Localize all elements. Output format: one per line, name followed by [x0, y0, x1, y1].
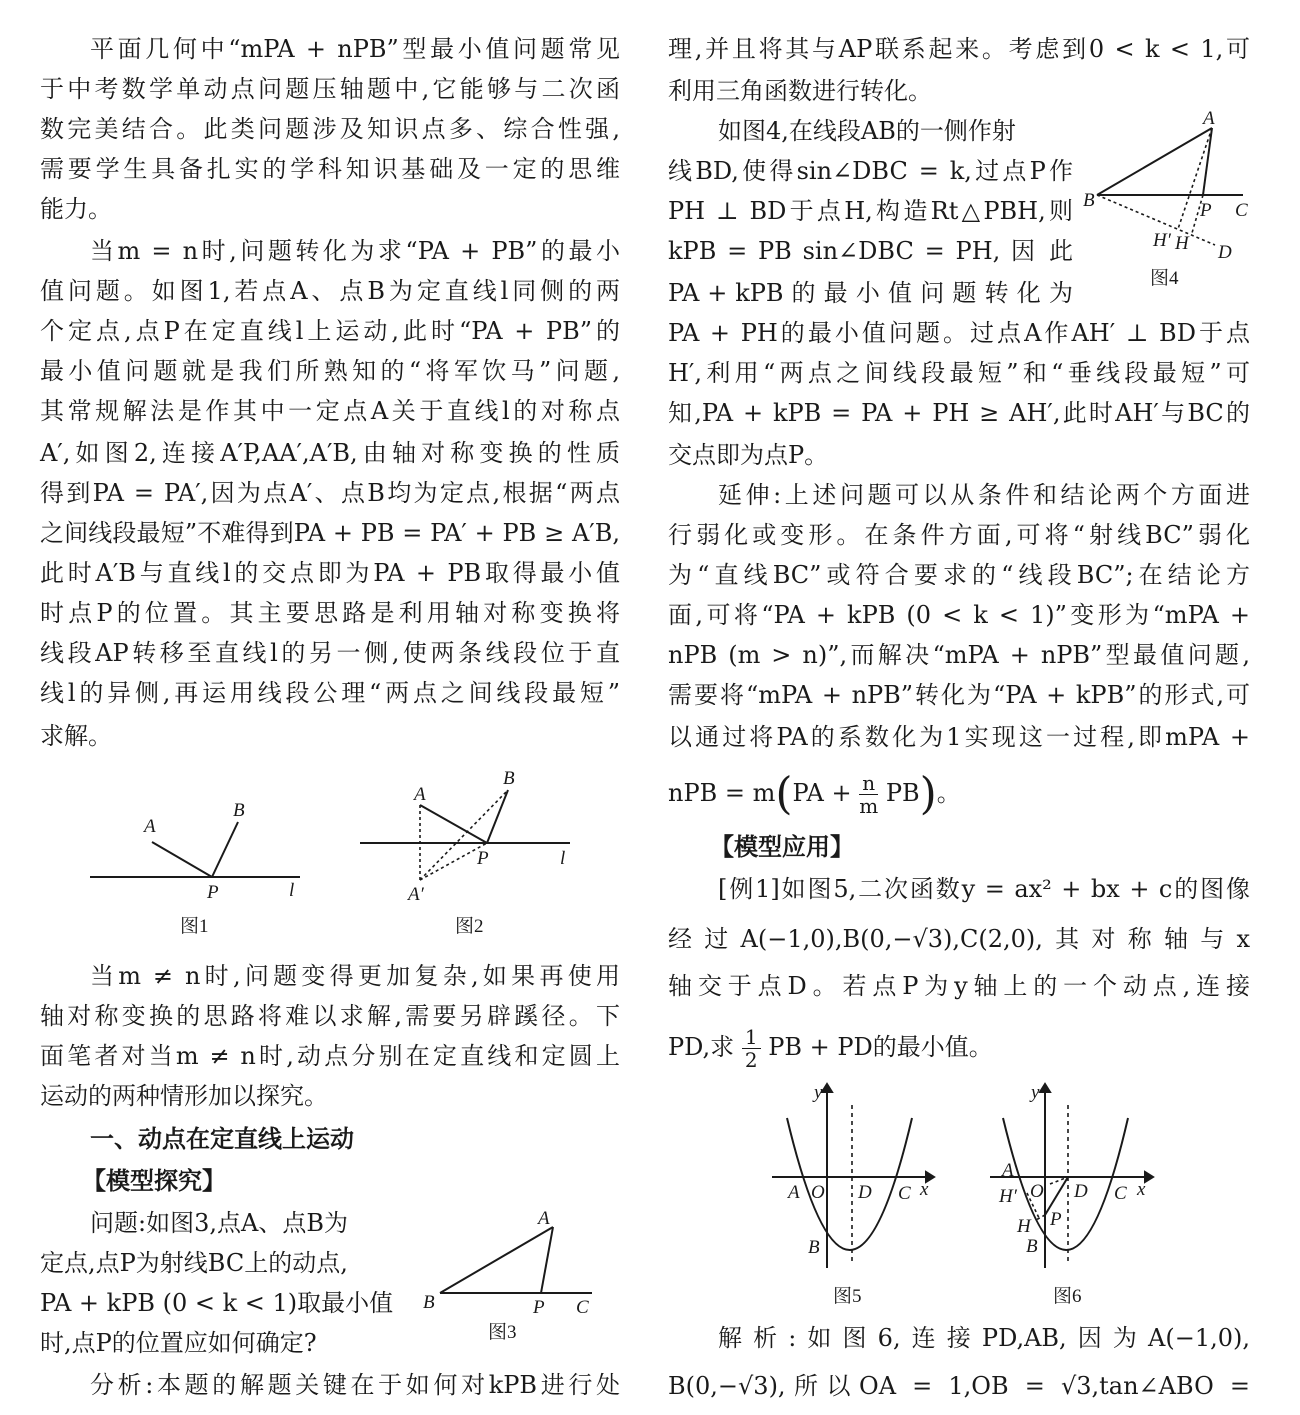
figure-caption: 图6: [1053, 1286, 1082, 1307]
figure-5: [772, 1082, 934, 1307]
text-line: 最小值问题就是我们所熟知的“将军饮马”问题,: [40, 357, 620, 385]
label: x: [920, 1179, 929, 1200]
label: H: [1175, 233, 1189, 254]
text-line: 线l的异侧,再运用线段公理“两点之间线段最短”: [40, 679, 620, 707]
figure-3: [423, 1208, 592, 1343]
text-line: nPB (m > n)”,而解决“mPA + nPB”型最值问题,: [668, 641, 1250, 669]
label: A: [538, 1208, 550, 1229]
figure-4: [1083, 108, 1248, 289]
label: B: [423, 1292, 435, 1313]
text-line: PA + kPB (0 < k < 1)取最小值: [40, 1289, 394, 1317]
text-line: 时点P的位置。其主要思路是利用轴对称变换将: [40, 599, 620, 627]
text-line: 线BD,使得sin∠DBC = k,过点P作: [668, 157, 1073, 185]
text-line: 数完美结合。此类问题涉及知识点多、综合性强,: [40, 115, 620, 143]
denominator: 2: [744, 1048, 758, 1072]
numerator: n: [859, 772, 878, 795]
text-line: 以通过将PA的系数化为1实现这一过程,即mPA +: [668, 723, 1250, 751]
text-line: A′,如图2,连接A′P,AA′,A′B,由轴对称变换的性质: [40, 439, 620, 467]
label: C: [898, 1183, 911, 1204]
label: B: [233, 800, 245, 821]
label: D: [1074, 1181, 1088, 1202]
text-line: 行弱化或变形。在条件方面,可将“射线BC”弱化: [668, 521, 1250, 549]
text-line: 能力。: [40, 195, 112, 223]
label: A: [788, 1182, 800, 1203]
label: P: [1050, 1209, 1062, 1230]
text-line: PA + kPB 的 最 小 值 问 题 转 化 为: [668, 279, 1073, 307]
formula-text: PB: [885, 779, 920, 807]
label: C: [576, 1297, 589, 1318]
text-line: 【模型应用】: [710, 833, 854, 861]
text-line: 经过A(−1,0),B(0,−√3),C(2,0),其对称轴与x: [668, 925, 1250, 953]
formula-line-1: nPB = m(PA + $\frac{n}{m}$ PB)。: [668, 768, 961, 820]
text-line: 交点即为点P。: [668, 441, 829, 469]
label: P: [533, 1297, 545, 1318]
label: O: [811, 1182, 825, 1203]
label: y: [814, 1082, 823, 1103]
text-line: 之间线段最短”不难得到PA + PB = PA′ + PB ≥ A′B,: [40, 519, 620, 547]
text-line: 面,可将“PA + kPB (0 < k < 1)”变形为“mPA +: [668, 601, 1250, 629]
text-line: 得到PA = PA′,因为点A′、点B均为定点,根据“两点: [40, 479, 620, 507]
text-line: 时,点P的位置应如何确定?: [40, 1329, 317, 1357]
label: H: [1017, 1216, 1031, 1237]
text-line: 问题:如图3,点A、点B为: [90, 1209, 348, 1237]
label: A: [414, 784, 426, 805]
label: P: [207, 882, 219, 903]
text-line: 知,PA + kPB = PA + PH ≥ AH′,此时AH′与BC的: [668, 399, 1250, 427]
label: x: [1137, 1179, 1146, 1200]
formula-text: 。: [936, 779, 961, 807]
text-line: 如图4,在线段AB的一侧作射: [718, 117, 1016, 145]
label: B: [503, 768, 515, 789]
label: D: [858, 1182, 872, 1203]
label: y: [1031, 1082, 1040, 1103]
text-line: 定点,点P为射线BC上的动点,: [40, 1249, 348, 1277]
figure-caption: 图5: [833, 1286, 862, 1307]
text-line: 轴交于点D。若点P为y轴上的一个动点,连接: [668, 972, 1250, 1000]
text-line: 需要学生具备扎实的学科知识基础及一定的思维: [40, 155, 620, 183]
text-line: 解析:如图6,连接PD,AB,因为A(−1,0),: [718, 1324, 1250, 1352]
text-line: 值问题。如图1,若点A、点B为定直线l同侧的两: [40, 277, 620, 305]
figure-6: [990, 1082, 1153, 1307]
label: A: [1002, 1160, 1014, 1181]
label: B: [808, 1237, 820, 1258]
denominator: m: [859, 794, 879, 818]
text-line: 线段AP转移至直线l的另一侧,使两条线段位于直: [40, 639, 620, 667]
figure-caption: 图3: [488, 1322, 517, 1343]
label: C: [1114, 1183, 1127, 1204]
text-line: 一、动点在定直线上运动: [90, 1125, 354, 1153]
numerator: 1: [742, 1026, 761, 1049]
label: B: [1026, 1236, 1038, 1257]
text-line: 个定点,点P在定直线l上运动,此时“PA + PB”的: [40, 317, 620, 345]
text-line: 分析:本题的解题关键在于如何对kPB进行处: [90, 1371, 620, 1399]
text-line: 平面几何中“mPA + nPB”型最小值问题常见: [90, 35, 620, 63]
text-line: B(0,−√3),所以OA = 1,OB = √3,tan∠ABO =: [668, 1372, 1250, 1400]
formula-text: PD,求: [668, 1033, 735, 1061]
text-line: 轴对称变换的思路将难以求解,需要另辟蹊径。下: [40, 1002, 620, 1030]
text-line: 面笔者对当m ≠ n时,动点分别在定直线和定圆上: [40, 1042, 620, 1070]
text-line: PA + PH的最小值问题。过点A作AH′ ⊥ BD于点: [668, 319, 1250, 347]
figure-caption: 图4: [1150, 268, 1179, 289]
label: C: [1235, 200, 1248, 221]
figure-caption: 图2: [455, 916, 484, 937]
text-line: 为“直线BC”或符合要求的“线段BC”;在结论方: [668, 561, 1250, 589]
text-line: 当m = n时,问题转化为求“PA + PB”的最小: [90, 237, 620, 265]
label: P: [477, 848, 489, 869]
text-line: PH ⊥ BD于点H,构造Rt△PBH,则: [668, 197, 1073, 225]
label: l: [289, 880, 295, 901]
formula-text: PA +: [792, 779, 852, 807]
text-line: 于中考数学单动点问题压轴题中,它能够与二次函: [40, 75, 620, 103]
label: A: [1203, 108, 1215, 129]
label: O: [1030, 1181, 1044, 1202]
text-line: 当m ≠ n时,问题变得更加复杂,如果再使用: [90, 962, 620, 990]
text-line: 延伸:上述问题可以从条件和结论两个方面进: [718, 481, 1250, 509]
text-line: 求解。: [40, 722, 112, 750]
text-line: [例1]如图5,二次函数y = ax² + bx + c的图像: [718, 875, 1250, 903]
label: P: [1200, 200, 1212, 221]
formula-text: PB + PD的最小值。: [768, 1033, 993, 1061]
text-line: 其常规解法是作其中一定点A关于直线l的对称点: [40, 397, 620, 425]
label: A: [144, 816, 156, 837]
label: D: [1218, 242, 1232, 263]
figure-2: [360, 768, 570, 937]
text-line: 运动的两种情形加以探究。: [40, 1082, 328, 1110]
text-line: 利用三角函数进行转化。: [668, 77, 932, 105]
text-line: 理,并且将其与AP联系起来。考虑到0 < k < 1,可: [668, 35, 1250, 63]
formula-text: nPB = m: [668, 779, 776, 807]
text-line: 【模型探究】: [82, 1167, 226, 1195]
figure-caption: 图1: [180, 916, 209, 937]
text-line: H′,利用“两点之间线段最短”和“垂线段最短”可: [668, 359, 1250, 387]
label: l: [560, 848, 566, 869]
figure-1: [90, 800, 300, 937]
label: H′: [999, 1186, 1017, 1207]
label: A′: [408, 884, 424, 905]
text-line: 需要将“mPA + nPB”转化为“PA + kPB”的形式,可: [668, 681, 1250, 709]
label: B: [1083, 190, 1095, 211]
text-line: kPB = PB sin∠DBC = PH, 因 此: [668, 237, 1073, 265]
label: H′: [1153, 230, 1171, 251]
text-line: 此时A′B与直线l的交点即为PA + PB取得最小值: [40, 559, 620, 587]
